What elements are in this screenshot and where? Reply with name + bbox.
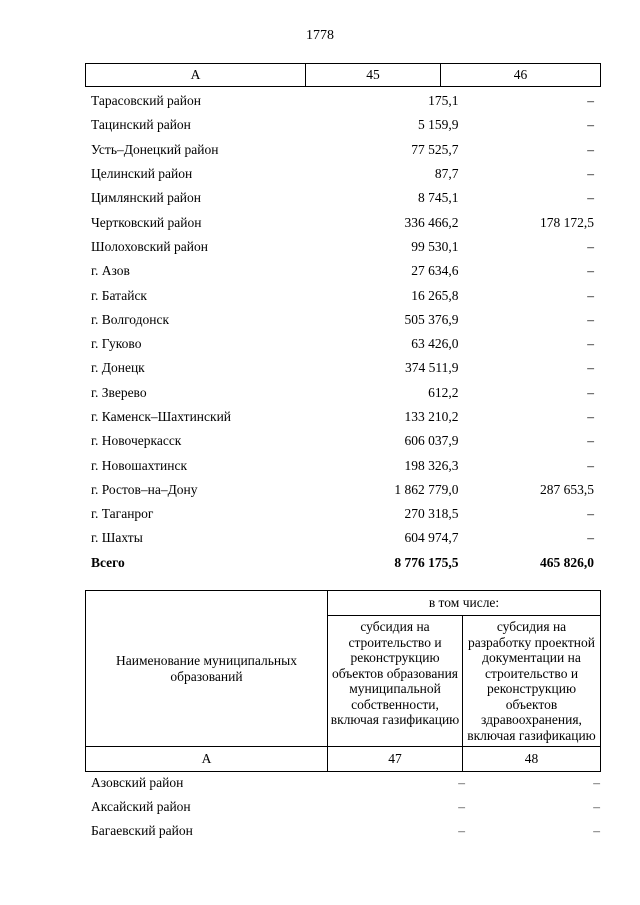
- value-col-45: 270 318,5: [404, 506, 459, 522]
- table1-header: [85, 63, 601, 87]
- total-label: Всего: [91, 554, 125, 570]
- code-col-47: 47: [328, 747, 463, 772]
- table-row: [85, 259, 600, 283]
- value-col-45: 336 466,2: [404, 214, 459, 230]
- value-col-46: –: [587, 433, 594, 449]
- value-col-45: 604 974,7: [404, 530, 459, 546]
- header-col-45: 45: [306, 64, 441, 87]
- total-col-46: 465 826,0: [540, 554, 594, 570]
- municipality-name: Тацинский район: [91, 117, 191, 133]
- value-col-46: –: [587, 530, 594, 546]
- municipality-name: г. Волгодонск: [91, 311, 170, 327]
- value-col-45: 77 525,7: [411, 141, 459, 157]
- table-row: [85, 429, 600, 453]
- value-col-46: –: [587, 384, 594, 400]
- value-col-45: 1 862 779,0: [394, 481, 459, 497]
- code-col-48: 48: [463, 747, 601, 772]
- table-row: [85, 453, 600, 477]
- value-col-46: –: [587, 263, 594, 279]
- municipality-name: г. Таганрог: [91, 506, 154, 522]
- municipality-name: г. Каменск–Шахтинский: [91, 409, 232, 424]
- municipality-name: г. Азов: [91, 263, 130, 279]
- municipality-name: г. Новочеркасск: [91, 433, 182, 449]
- value-col-45: 505 376,9: [404, 311, 459, 327]
- value-col-46: –: [587, 457, 594, 473]
- table-row: [85, 308, 600, 332]
- value-col-47: –: [458, 823, 465, 838]
- value-col-46: –: [587, 409, 594, 424]
- value-col-48: –: [593, 799, 600, 814]
- value-col-45: 5 159,9: [418, 117, 459, 133]
- col47-description: субсидия на строительство и реконструкцию объектов образования муниципальной собственности, включая газификацию: [328, 616, 463, 747]
- table2-body: [85, 771, 600, 843]
- table-row: [85, 283, 600, 307]
- table-row: [85, 771, 600, 795]
- value-col-48: –: [593, 775, 600, 790]
- value-col-46: –: [587, 238, 594, 254]
- value-col-45: 16 265,8: [411, 287, 459, 303]
- value-col-47: –: [458, 799, 465, 814]
- value-col-46: –: [587, 360, 594, 376]
- table-row: [85, 405, 600, 429]
- municipality-name: г. Зверево: [91, 384, 147, 400]
- municipality-name: Чертковский район: [91, 214, 202, 230]
- municipality-name: Шолоховский район: [91, 238, 208, 254]
- table-row: [85, 381, 600, 405]
- table-row: [85, 502, 600, 526]
- including-header: в том числе:: [328, 591, 601, 616]
- table-row: [85, 138, 600, 162]
- code-col-a: А: [86, 747, 328, 772]
- table-row: [85, 89, 600, 113]
- value-col-45: 612,2: [428, 384, 459, 400]
- value-col-45: 27 634,6: [411, 263, 459, 279]
- table-row: [85, 162, 600, 186]
- value-col-47: –: [458, 775, 465, 790]
- municipality-name: Багаевский район: [91, 823, 193, 838]
- municipality-name: Целинский район: [91, 166, 193, 182]
- municipality-name: Тарасовский район: [91, 93, 201, 109]
- col48-description: субсидия на разработку проектной документации на строительство и реконструкцию объектов здравоохранения, включая газификацию: [463, 616, 601, 747]
- header-col-46: 46: [441, 64, 601, 87]
- value-col-46: –: [587, 93, 594, 109]
- value-col-46: 287 653,5: [540, 481, 594, 497]
- value-col-46: 178 172,5: [540, 214, 594, 230]
- value-col-48: –: [593, 823, 600, 838]
- table-row: [85, 332, 600, 356]
- value-col-46: –: [587, 141, 594, 157]
- value-col-45: 8 745,1: [418, 190, 459, 206]
- municipality-name: г. Новошахтинск: [91, 457, 187, 473]
- table-row: [85, 186, 600, 210]
- page-number: 1778: [306, 28, 334, 43]
- table-row: [85, 526, 600, 550]
- value-col-46: –: [587, 336, 594, 352]
- municipality-name: г. Шахты: [91, 530, 143, 546]
- value-col-45: 198 326,3: [404, 457, 459, 473]
- municipality-name: г. Гуково: [91, 336, 142, 352]
- header-col-a: А: [86, 64, 306, 87]
- value-col-46: –: [587, 190, 594, 206]
- table1-body: [85, 89, 600, 575]
- value-col-45: 606 037,9: [404, 433, 459, 449]
- table-row: [85, 478, 600, 502]
- table-row: [85, 795, 600, 819]
- table2-header: [85, 590, 601, 772]
- value-col-46: –: [587, 311, 594, 327]
- table-row: [85, 819, 600, 843]
- value-col-45: 374 511,9: [405, 360, 459, 376]
- value-col-46: –: [587, 117, 594, 133]
- table-row: [85, 356, 600, 380]
- municipality-name: г. Ростов–на–Дону: [91, 481, 198, 497]
- total-col-45: 8 776 175,5: [394, 554, 459, 570]
- value-col-46: –: [587, 506, 594, 522]
- value-col-45: 99 530,1: [411, 238, 459, 254]
- municipality-name: Азовский район: [91, 775, 184, 790]
- table-row: [85, 210, 600, 234]
- total-row: [85, 551, 600, 575]
- value-col-45: 175,1: [428, 93, 459, 109]
- municipality-name: Цимлянский район: [91, 190, 202, 206]
- value-col-46: –: [587, 166, 594, 182]
- table-row: [85, 235, 600, 259]
- municipality-name: г. Батайск: [91, 287, 147, 303]
- value-col-46: –: [587, 287, 594, 303]
- municipality-name: Усть–Донецкий район: [91, 141, 219, 157]
- municipality-name: Аксайский район: [91, 799, 191, 814]
- municipality-name: г. Донецк: [91, 360, 145, 376]
- value-col-45: 87,7: [434, 166, 459, 182]
- table-row: [85, 113, 600, 137]
- value-col-45: 63 426,0: [411, 336, 459, 352]
- municipality-name-header: Наименование муниципальных образований: [86, 591, 328, 747]
- value-col-45: 133 210,2: [404, 409, 459, 424]
